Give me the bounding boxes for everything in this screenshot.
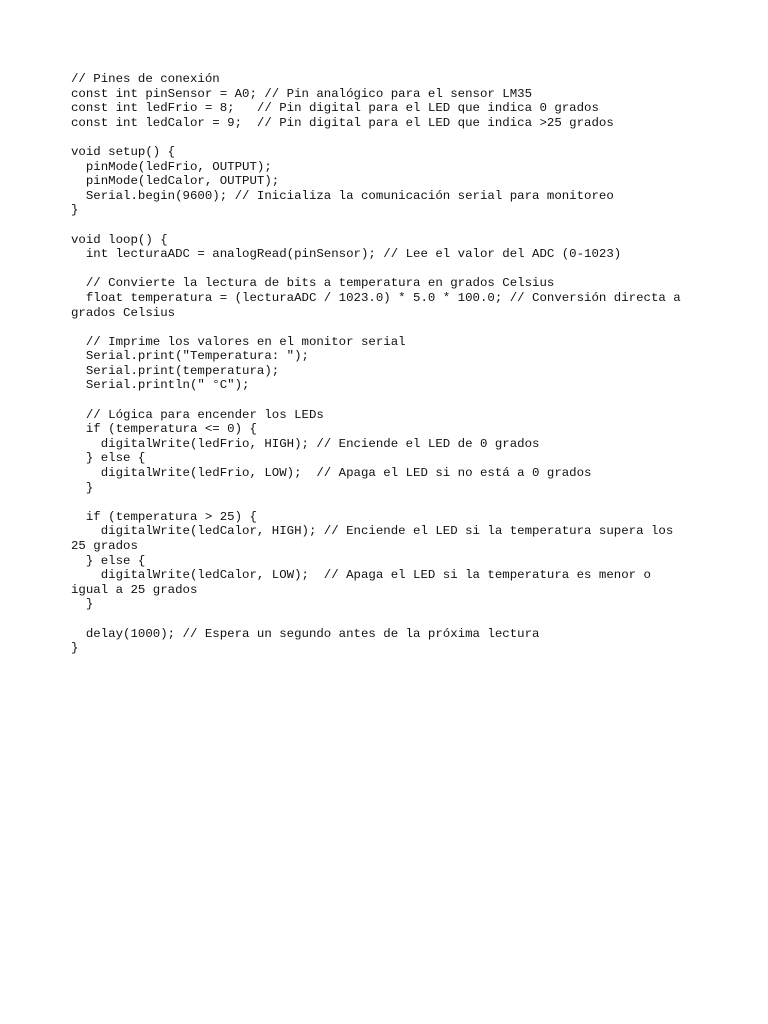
- code-line: const int pinSensor = A0; // Pin analógico para el sensor LM35: [71, 86, 533, 101]
- code-line: digitalWrite(ledFrio, HIGH); // Enciende el LED de 0 grados: [71, 436, 540, 451]
- code-line: // Imprime los valores en el monitor serial: [71, 334, 406, 349]
- code-line: Serial.println(" °C");: [71, 378, 250, 393]
- code-line: pinMode(ledCalor, OUTPUT);: [71, 174, 280, 189]
- blank-line: [71, 130, 711, 145]
- blank-line: [71, 393, 711, 408]
- code-line: void loop() {: [71, 232, 168, 247]
- code-line: // Pines de conexión: [71, 72, 220, 86]
- code-line: // Lógica para encender los LEDs: [71, 407, 324, 422]
- blank-line: [71, 320, 711, 335]
- blank-line: [71, 612, 711, 627]
- code-line: const int ledFrio = 8; // Pin digital para el LED que indica 0 grados: [71, 101, 599, 116]
- blank-line: [71, 262, 711, 277]
- code-line: Serial.begin(9600); // Inicializa la comunicación serial para monitoreo: [71, 188, 614, 203]
- code-line: if (temperatura > 25) {: [71, 509, 257, 524]
- code-line: }: [71, 203, 79, 218]
- code-line: }: [71, 597, 94, 612]
- code-listing: [71, 72, 711, 656]
- code-line: digitalWrite(ledFrio, LOW); // Apaga el LED si no está a 0 grados: [71, 466, 592, 481]
- code-line-wrapped: igual a 25 grados: [71, 582, 198, 597]
- code-line: } else {: [71, 451, 146, 466]
- code-line: }: [71, 641, 79, 656]
- code-line: void setup() {: [71, 144, 176, 159]
- code-line: if (temperatura <= 0) {: [71, 422, 257, 437]
- code-line: }: [71, 480, 94, 495]
- blank-line: [71, 218, 711, 233]
- code-line-wrapped: 25 grados: [71, 539, 138, 553]
- code-line: delay(1000); // Espera un segundo antes de la próxima lectura: [71, 626, 540, 641]
- code-line: float temperatura = (lecturaADC / 1023.0) * 5.0 * 100.0; // Conversión directa a: [71, 290, 681, 305]
- code-line: // Convierte la lectura de bits a temperatura en grados Celsius: [71, 276, 555, 291]
- code-line: } else {: [71, 553, 146, 568]
- code-line: int lecturaADC = analogRead(pinSensor); // Lee el valor del ADC (0-1023): [71, 247, 622, 262]
- code-line: digitalWrite(ledCalor, HIGH); // Enciende el LED si la temperatura supera los: [71, 524, 674, 539]
- blank-line: [71, 495, 711, 510]
- code-line-wrapped: grados Celsius: [71, 305, 176, 320]
- code-line: Serial.print(temperatura);: [71, 363, 280, 378]
- code-line: digitalWrite(ledCalor, LOW); // Apaga el LED si la temperatura es menor o: [71, 568, 651, 583]
- code-line: Serial.print("Temperatura: ");: [71, 349, 309, 364]
- code-line: pinMode(ledFrio, OUTPUT);: [71, 159, 272, 174]
- code-line: const int ledCalor = 9; // Pin digital para el LED que indica >25 grados: [71, 115, 614, 130]
